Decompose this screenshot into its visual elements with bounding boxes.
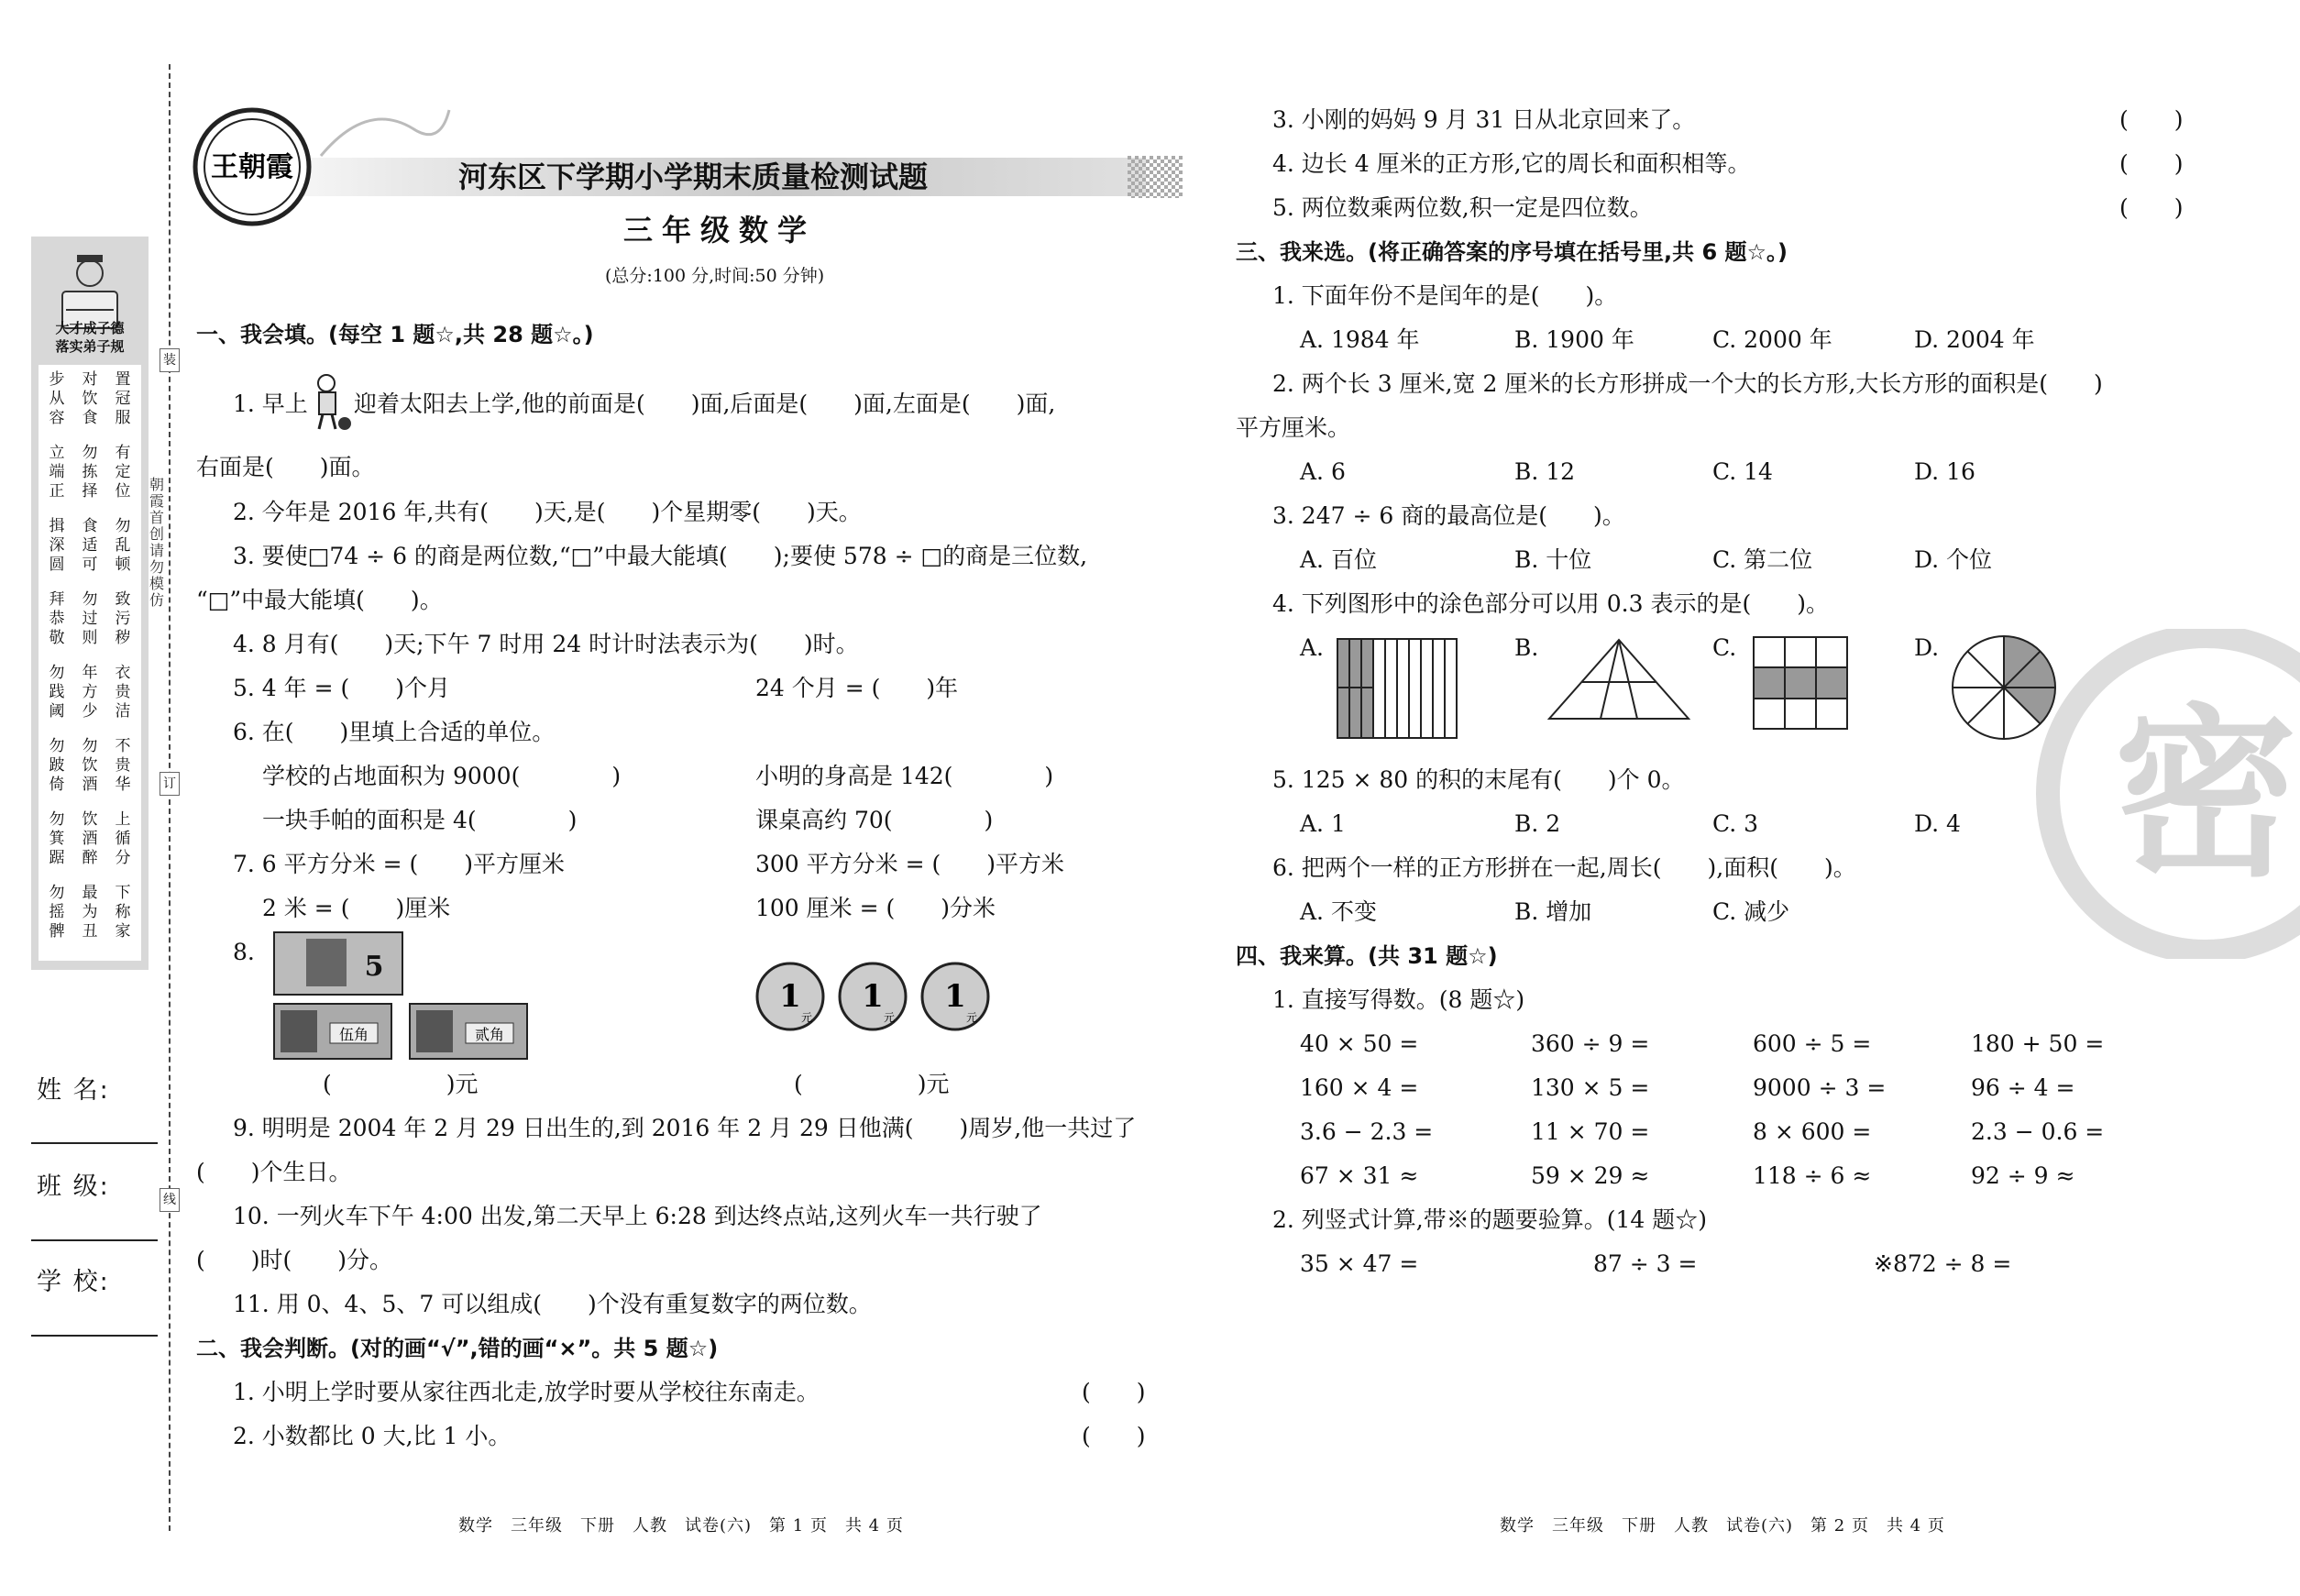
figure-a-strips bbox=[1337, 638, 1458, 739]
q7-c: 2 米 = ( )厘米 bbox=[262, 895, 451, 921]
choice-2-b: B. 12 bbox=[1514, 458, 1576, 485]
q9-line2: ( )个生日。 bbox=[196, 1159, 352, 1185]
choice-2-d: D. 16 bbox=[1914, 458, 1975, 485]
section-3-heading: 三、我来选。(将正确答案的序号填在括号里,共 6 题☆。) bbox=[1236, 239, 1788, 265]
svg-text:1: 1 bbox=[944, 978, 966, 1015]
choice-4-a: A. bbox=[1300, 634, 1325, 661]
rule-phrase: 不 贵 华 bbox=[115, 737, 131, 794]
rule-phrase: 食 适 可 bbox=[82, 517, 98, 574]
choice-5-b: B. 2 bbox=[1514, 810, 1561, 837]
q1-start: 1. 早上 bbox=[233, 391, 308, 417]
calc-item: 59 × 29 ≈ bbox=[1531, 1162, 1650, 1189]
calc-item: 360 ÷ 9 = bbox=[1531, 1030, 1650, 1057]
calc-item: 11 × 70 = bbox=[1531, 1118, 1650, 1145]
choice-1: 1. 下面年份不是闰年的是( )。 bbox=[1272, 282, 1618, 309]
brand-logo bbox=[188, 103, 316, 231]
calc-item: 96 ÷ 4 = bbox=[1971, 1074, 2075, 1101]
svg-text:元: 元 bbox=[883, 1011, 896, 1024]
section-1-heading: 一、我会填。(每空 1 题☆,共 28 题☆。) bbox=[196, 322, 594, 347]
judge-5: 5. 两位数乘两位数,积一定是四位数。 bbox=[1272, 194, 1653, 221]
footer-left: 数学 三年级 下册 人教 试卷(六) 第 1 页 共 4 页 bbox=[458, 1516, 904, 1535]
judge-4: 4. 边长 4 厘米的正方形,它的周长和面积相等。 bbox=[1272, 150, 1751, 177]
choice-2-a: A. 6 bbox=[1300, 458, 1346, 485]
rule-phrase: 拜 恭 敬 bbox=[49, 590, 65, 647]
figure-c-grid bbox=[1753, 636, 1848, 730]
rule-phrase: 揖 深 圆 bbox=[49, 517, 65, 574]
choice-4-c: C. bbox=[1712, 634, 1737, 661]
q2: 2. 今年是 2016 年,共有( )天,是( )个星期零( )天。 bbox=[233, 499, 862, 525]
calc-item: 160 × 4 = bbox=[1300, 1074, 1419, 1101]
section-4-heading: 四、我来算。(共 31 题☆) bbox=[1236, 943, 1498, 969]
exam-info: (总分:100 分,时间:50 分钟) bbox=[605, 266, 825, 286]
calc-item: 3.6 − 2.3 = bbox=[1300, 1118, 1434, 1145]
q6: 6. 在( )里填上合适的单位。 bbox=[233, 719, 556, 745]
q1-continued: 右面是( )面。 bbox=[196, 454, 375, 480]
confidential-stamp bbox=[2022, 629, 2300, 959]
name-field[interactable] bbox=[31, 1142, 158, 1144]
choice-2-line1: 2. 两个长 3 厘米,宽 2 厘米的长方形拼成一个大的长方形,大长方形的面积是( ) bbox=[1272, 370, 2103, 397]
svg-text:5: 5 bbox=[364, 951, 384, 983]
q9-line1: 9. 明明是 2004 年 2 月 29 日出生的,到 2016 年 2 月 29 日他满( )周岁,他一共过了 bbox=[233, 1115, 1137, 1141]
calc-item: 92 ÷ 9 ≈ bbox=[1971, 1162, 2075, 1189]
calc-item: 2.3 − 0.6 = bbox=[1971, 1118, 2105, 1145]
footer-right: 数学 三年级 下册 人教 试卷(六) 第 2 页 共 4 页 bbox=[1500, 1516, 1945, 1535]
choice-1-c: C. 2000 年 bbox=[1712, 326, 1832, 353]
q4: 4. 8 月有( )天;下午 7 时用 24 时计时法表示为( )时。 bbox=[233, 631, 859, 657]
q8-label: 8. bbox=[233, 939, 255, 965]
rule-phrase: 步 从 容 bbox=[49, 370, 65, 427]
choice-3-a: A. 百位 bbox=[1300, 546, 1377, 573]
choice-3: 3. 247 ÷ 6 商的最高位是( )。 bbox=[1272, 502, 1625, 529]
svg-text:伍角: 伍角 bbox=[338, 1026, 369, 1043]
choice-5: 5. 125 × 80 的积的末尾有( )个 0。 bbox=[1272, 766, 1685, 793]
choice-3-d: D. 个位 bbox=[1914, 546, 1993, 573]
choice-1-a: A. 1984 年 bbox=[1300, 326, 1420, 353]
rule-phrase: 勿 跛 倚 bbox=[49, 737, 65, 794]
page-title: 河东区下学期小学期末质量检测试题 bbox=[458, 160, 929, 194]
checker-decoration bbox=[1128, 156, 1183, 198]
calc-1-heading: 1. 直接写得数。(8 题☆) bbox=[1272, 986, 1525, 1013]
svg-text:贰角: 贰角 bbox=[474, 1026, 505, 1043]
choice-3-b: B. 十位 bbox=[1514, 546, 1592, 573]
choice-1-b: B. 1900 年 bbox=[1514, 326, 1634, 353]
rule-phrase: 勿 拣 择 bbox=[82, 444, 98, 501]
binding-mark-1: 装 bbox=[160, 348, 180, 372]
judge-3: 3. 小刚的妈妈 9 月 31 日从北京回来了。 bbox=[1272, 106, 1696, 133]
rule-phrase: 下 称 家 bbox=[115, 884, 131, 941]
calc-item: 118 ÷ 6 ≈ bbox=[1753, 1162, 1872, 1189]
rule-phrase: 勿 过 则 bbox=[82, 590, 98, 647]
binding-line bbox=[169, 64, 171, 1531]
judge-1-paren: ( ) bbox=[1082, 1379, 1146, 1405]
rule-phrase: 立 端 正 bbox=[49, 444, 65, 501]
rule-phrase: 致 污 秽 bbox=[115, 590, 131, 647]
judge-2: 2. 小数都比 0 大,比 1 小。 bbox=[233, 1423, 512, 1449]
judge-2-paren: ( ) bbox=[1082, 1423, 1146, 1449]
q10-line1: 10. 一列火车下午 4:00 出发,第二天早上 6:28 到达终点站,这列火车一共行驶了 bbox=[233, 1203, 1042, 1229]
choice-4-d: D. bbox=[1914, 634, 1940, 661]
svg-text:1: 1 bbox=[779, 978, 801, 1015]
figure-d-circle bbox=[1949, 633, 2059, 743]
choice-1-d: D. 2004 年 bbox=[1914, 326, 2035, 353]
svg-text:元: 元 bbox=[800, 1011, 813, 1024]
calc-2-heading: 2. 列竖式计算,带※的题要验算。(14 题☆) bbox=[1272, 1206, 1708, 1233]
choice-3-c: C. 第二位 bbox=[1712, 546, 1813, 573]
calc-item: 600 ÷ 5 = bbox=[1753, 1030, 1872, 1057]
q8-answer-notes: ( )元 bbox=[323, 1071, 479, 1097]
choice-6-b: B. 增加 bbox=[1514, 898, 1592, 925]
vertical-calc-2: 87 ÷ 3 = bbox=[1593, 1250, 1698, 1277]
calc-item: 130 × 5 = bbox=[1531, 1074, 1650, 1101]
rule-phrase: 衣 贵 洁 bbox=[115, 664, 131, 721]
class-field[interactable] bbox=[31, 1239, 158, 1241]
q5-left: 5. 4 年 = ( )个月 bbox=[233, 675, 450, 701]
q6-a: 学校的占地面积为 9000( ) bbox=[262, 763, 622, 789]
ribbon-decoration bbox=[312, 92, 458, 165]
rule-phrase: 有 定 位 bbox=[115, 444, 131, 501]
q7-a: 7. 6 平方分米 = ( )平方厘米 bbox=[233, 851, 566, 877]
rule-phrase: 勿 饮 酒 bbox=[82, 737, 98, 794]
binding-mark-2: 订 bbox=[160, 772, 180, 796]
school-field[interactable] bbox=[31, 1335, 158, 1337]
rule-phrase: 置 冠 服 bbox=[115, 370, 131, 427]
page-subtitle: 三年级数学 bbox=[623, 213, 817, 248]
name-label: 姓 名: bbox=[37, 1076, 110, 1105]
calc-item: 8 × 600 = bbox=[1753, 1118, 1872, 1145]
judge-1: 1. 小明上学时要从家往西北走,放学时要从学校往东南走。 bbox=[233, 1379, 820, 1405]
q3-line2: “□”中最大能填( )。 bbox=[196, 587, 443, 613]
q3-line1: 3. 要使□74 ÷ 6 的商是两位数,“□”中最大能填( );要使 578 ÷ □的商是三位数, bbox=[233, 543, 1088, 569]
vertical-calc-1: 35 × 47 = bbox=[1300, 1250, 1419, 1277]
calc-item: 9000 ÷ 3 = bbox=[1753, 1074, 1887, 1101]
rule-phrase: 对 饮 食 bbox=[82, 370, 98, 427]
student-icon bbox=[310, 372, 352, 433]
banknote-5-jiao-icon bbox=[273, 931, 403, 996]
coins-icon bbox=[754, 961, 992, 1032]
q5-right: 24 个月 = ( )年 bbox=[755, 675, 959, 701]
rule-phrase: 勿 践 阈 bbox=[49, 664, 65, 721]
banknote-erjiao-icon bbox=[409, 1003, 528, 1060]
banknote-wujiao-icon bbox=[273, 1003, 392, 1060]
rule-phrase: 勿 乱 顿 bbox=[115, 517, 131, 574]
choice-4-b: B. bbox=[1514, 634, 1539, 661]
rule-phrase: 上 循 分 bbox=[115, 810, 131, 867]
svg-text:元: 元 bbox=[965, 1011, 978, 1024]
choice-6-a: A. 不变 bbox=[1300, 898, 1377, 925]
rule-phrase: 最 为 丑 bbox=[82, 884, 98, 941]
q10-line2: ( )时( )分。 bbox=[196, 1247, 393, 1273]
figure-b-triangle bbox=[1546, 636, 1692, 722]
choice-6-c: C. 减少 bbox=[1712, 898, 1790, 925]
class-label: 班 级: bbox=[37, 1172, 110, 1201]
school-label: 学 校: bbox=[37, 1268, 110, 1296]
q11: 11. 用 0、4、5、7 可以组成( )个没有重复数字的两位数。 bbox=[233, 1291, 872, 1317]
motto: 大才成子德 落实弟子规 bbox=[55, 320, 125, 355]
judge-3-paren: ( ) bbox=[2119, 106, 2184, 133]
binding-mark-3: 线 bbox=[160, 1188, 180, 1212]
q1-text: 迎着太阳去上学,他的前面是( )面,后面是( )面,左面是( )面, bbox=[354, 391, 1056, 417]
judge-4-paren: ( ) bbox=[2119, 150, 2184, 177]
svg-text:密: 密 bbox=[2113, 687, 2298, 902]
vertical-calc-3: ※872 ÷ 8 = bbox=[1874, 1250, 2012, 1277]
choice-5-d: D. 4 bbox=[1914, 810, 1961, 837]
calc-item: 180 + 50 = bbox=[1971, 1030, 2105, 1057]
svg-text:1: 1 bbox=[862, 978, 884, 1015]
choice-6: 6. 把两个一样的正方形拼在一起,周长( ),面积( )。 bbox=[1272, 854, 1856, 881]
rule-phrase: 勿 摇 髀 bbox=[49, 884, 65, 941]
q8-answer-coins: ( )元 bbox=[794, 1071, 950, 1097]
choice-4: 4. 下列图形中的涂色部分可以用 0.3 表示的是( )。 bbox=[1272, 590, 1829, 617]
choice-2-line2: 平方厘米。 bbox=[1236, 414, 1351, 441]
choice-2-c: C. 14 bbox=[1712, 458, 1773, 485]
q6-c: 一块手帕的面积是 4( ) bbox=[262, 807, 578, 833]
rule-phrase: 勿 箕 踞 bbox=[49, 810, 65, 867]
choice-5-a: A. 1 bbox=[1300, 810, 1346, 837]
rules-grid bbox=[42, 370, 139, 957]
q6-b: 小明的身高是 142( ) bbox=[755, 763, 1054, 789]
choice-5-c: C. 3 bbox=[1712, 810, 1759, 837]
logo-text: 王朝霞 bbox=[211, 151, 293, 183]
rule-phrase: 饮 酒 醉 bbox=[82, 810, 98, 867]
rule-phrase: 年 方 少 bbox=[82, 664, 98, 721]
judge-5-paren: ( ) bbox=[2119, 194, 2184, 221]
section-2-heading: 二、我会判断。(对的画“√”,错的画“×”。共 5 题☆) bbox=[196, 1336, 719, 1361]
calc-item: 40 × 50 = bbox=[1300, 1030, 1419, 1057]
q6-d: 课桌高约 70( ) bbox=[755, 807, 994, 833]
vertical-note: 朝霞首创 请勿模仿 bbox=[149, 476, 164, 609]
q7-b: 300 平方分米 = ( )平方米 bbox=[755, 851, 1065, 877]
q7-d: 100 厘米 = ( )分米 bbox=[755, 895, 996, 921]
calc-item: 67 × 31 ≈ bbox=[1300, 1162, 1419, 1189]
